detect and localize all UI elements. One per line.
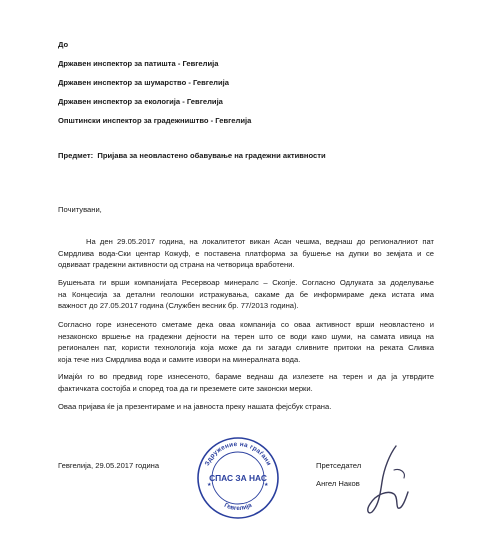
organization-stamp <box>196 436 280 520</box>
stamp-center-text: СПАС ЗА НАС <box>209 473 267 483</box>
handwritten-signature <box>360 442 420 522</box>
subject-text: Пријава за неовластено обавување на градежни активности <box>97 151 326 160</box>
stamp-star-right: ★ <box>264 482 269 488</box>
recipient-forestry-inspector: Државен инспектор за шумарство - Гевгелија <box>58 78 229 87</box>
paragraph-4-line-2: фактичката состојба и според тоа да ги преземете сите законски мерки. <box>58 383 313 393</box>
subject-line <box>58 150 326 161</box>
paragraph-1 <box>58 236 434 271</box>
paragraph-2-line-2: на Концесија за детални геолошки истражувања, сакаме да бе информираме дека истата има <box>58 289 434 299</box>
recipient-roads-inspector: Државен инспектор за патишта - Гевгелија <box>58 59 219 68</box>
paragraph-4-line-1: Имајќи го во предвид горе изнесеното, бараме веднаш да излезете на терен и да ја утврдите <box>58 372 434 381</box>
paragraph-5-line-1: Оваа пријава ќе ја презентираме и на јавноста преку нашата фејсбук страна. <box>58 402 332 411</box>
recipient-ecology-inspector: Државен инспектор за екологија - Гевгелија <box>58 97 223 106</box>
recipient-to-label: До <box>58 40 69 49</box>
place-date: Гевгелија, 29.05.2017 година <box>58 461 160 470</box>
paragraph-2-line-1: Бушењата ги врши компанијата Ресервоар минералс – Скопје. Согласно Одлуката за доделување <box>58 278 434 287</box>
paragraph-1-line-1: На ден 29.05.2017 година, на локалитетот викан Асан чешма, веднаш до регионалниот пат <box>86 237 434 246</box>
signatory-name: Ангел Наков <box>316 479 360 488</box>
stamp-top-text: Здружение на граѓани <box>203 440 273 467</box>
paragraph-3-line-2: незаконско вршење на градежни дејности на терен што се води како шуми, на самата ивица на <box>58 331 434 341</box>
signatory-role: Претседател <box>316 461 362 470</box>
stamp-star-left: ★ <box>207 482 212 488</box>
paragraph-5 <box>58 401 434 413</box>
paragraph-3-line-1: Согласно горе изнесеното сметаме дека оваа компанија со оваа активност врши неовластено и <box>58 320 434 329</box>
paragraph-3-line-3: регионален пат, користи технологија која може да ги загади сливните притоки на реката Сливка <box>58 343 434 353</box>
paragraph-4 <box>58 371 434 394</box>
paragraph-3 <box>58 319 434 365</box>
recipient-construction-inspector: Општински инспектор за градежништво - Гевгелија <box>58 116 252 125</box>
greeting: Почитувани, <box>58 205 102 214</box>
paragraph-1-line-2: Смрдлива вода-Ски центар Кожуф, е поставена платформа за бушење на дупки во земјата и се <box>58 248 434 258</box>
paragraph-3-line-4: која тече низ Смрдлива вода и самите извори на минералната вода. <box>58 354 301 364</box>
subject-label: Предмет: <box>58 151 94 160</box>
paragraph-1-line-3: одвиваат градежни активности од страна на четворица вработени. <box>58 260 295 270</box>
stamp-bottom-text: Гевгелија <box>223 501 253 513</box>
paragraph-2 <box>58 277 434 312</box>
paragraph-2-line-3: важност до 27.05.2017 година (Службен весник бр. 77/2013 година). <box>58 301 299 311</box>
